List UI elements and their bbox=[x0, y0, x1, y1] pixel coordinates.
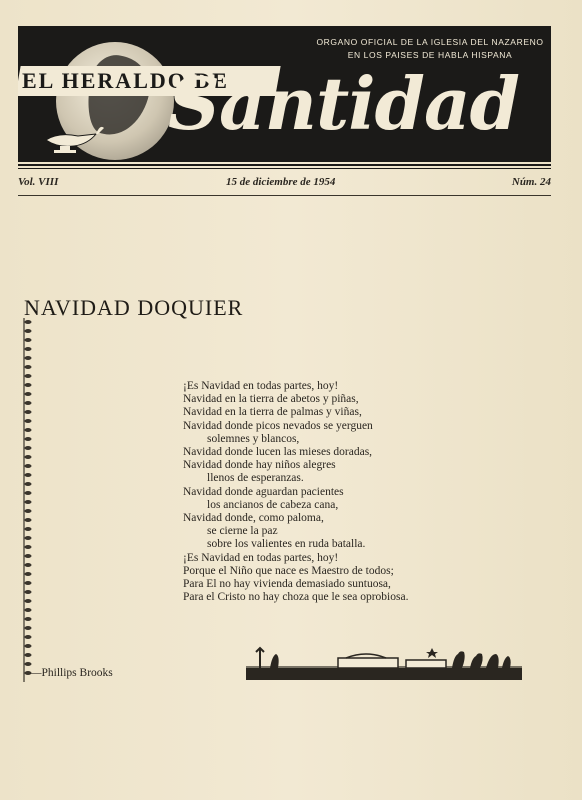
poem-line: Navidad donde, como paloma, bbox=[183, 512, 324, 525]
masthead bbox=[18, 26, 551, 162]
masthead-subtitle bbox=[310, 36, 550, 62]
volume-label: Vol. VIII bbox=[18, 176, 59, 188]
poem-line: Navidad en la tierra de abetos y piñas, bbox=[183, 393, 359, 406]
poem-line: Navidad donde picos nevados se yerguen bbox=[183, 419, 373, 432]
issue-rule bbox=[18, 195, 551, 196]
poem-line: Navidad en la tierra de palmas y viñas, bbox=[183, 406, 362, 419]
poem-line: Porque el Niño que nace es Maestro de todos; bbox=[183, 564, 394, 577]
masthead-rule-thin bbox=[18, 168, 551, 169]
poem-line: Navidad donde aguardan pacientes bbox=[183, 485, 344, 498]
subtitle-line-1: ORGANO OFICIAL DE LA IGLESIA DEL NAZARENO bbox=[316, 37, 544, 47]
poem-line: los ancianos de cabeza cana, bbox=[207, 498, 339, 511]
brand-title: Santidad bbox=[168, 61, 519, 146]
issue-number: Núm. 24 bbox=[511, 176, 551, 188]
poem-line: ¡Es Navidad en todas partes, hoy! bbox=[183, 551, 339, 564]
subtitle-line-2: EN LOS PAISES DE HABLA HISPANA bbox=[347, 50, 513, 60]
article-title: NAVIDAD DOQUIER bbox=[24, 295, 244, 320]
poem-line: sobre los valientes en ruda batalla. bbox=[207, 538, 366, 551]
poem-line: ¡Es Navidad en todas partes, hoy! bbox=[183, 380, 339, 392]
nativity-scene-illustration bbox=[246, 644, 522, 680]
masthead-rule bbox=[18, 164, 551, 166]
vine-border-ornament bbox=[16, 318, 36, 682]
poem-body bbox=[183, 380, 483, 604]
poem-line: se cierne la paz bbox=[207, 525, 278, 538]
brand-top-text: EL HERALDO DE bbox=[22, 68, 229, 93]
poem-line: Para el Cristo no hay choza que le sea oprobiosa. bbox=[183, 591, 409, 604]
poem-author: —Phillips Brooks bbox=[30, 667, 113, 679]
issue-date: 15 de diciembre de 1954 bbox=[226, 176, 336, 188]
poem-line: Para El no hay vivienda demasiado suntuosa, bbox=[183, 578, 391, 591]
poem-line: solemnes y blancos, bbox=[207, 432, 300, 445]
issue-line bbox=[18, 176, 551, 192]
poem-line: Navidad donde lucen las mieses doradas, bbox=[183, 446, 373, 459]
oil-lamp-icon bbox=[38, 122, 108, 156]
poem-line: Navidad donde hay niños alegres bbox=[183, 459, 336, 472]
poem-line: llenos de esperanzas. bbox=[207, 472, 304, 485]
